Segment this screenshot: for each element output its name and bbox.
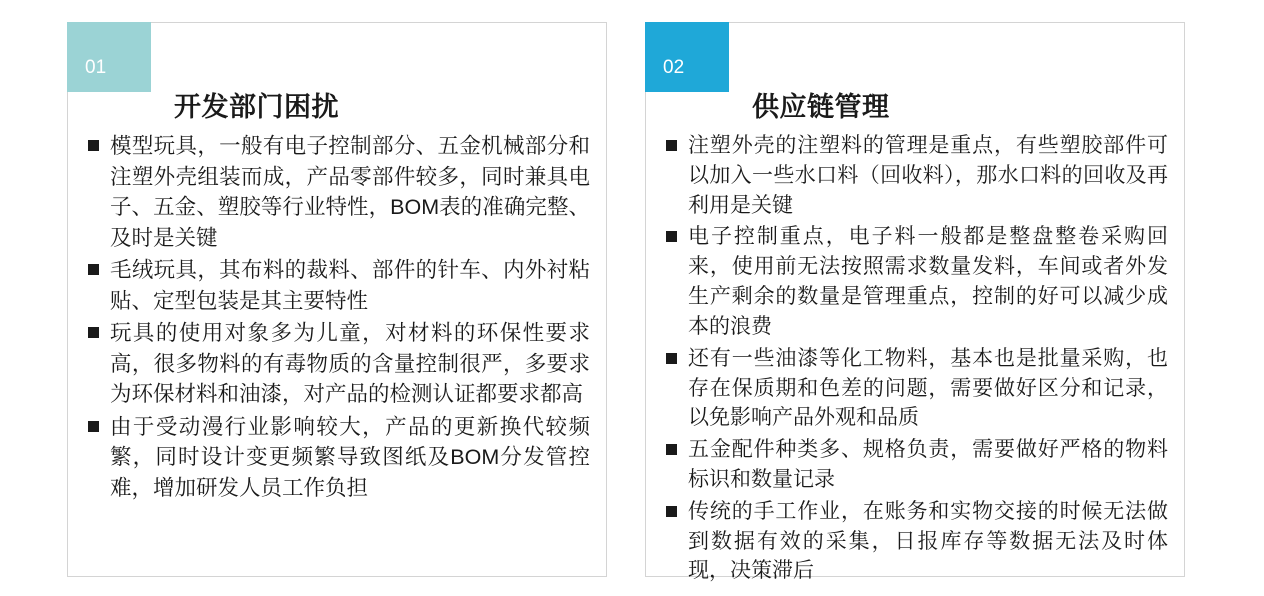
list-item [666,497,1168,586]
card-number-label: 01 [85,57,107,78]
list-item-text: 毛绒玩具，其布料的裁料、部件的针车、内外衬粘贴、定型包装是其主要特性 [110,258,590,313]
list-item [88,412,590,504]
card-number-badge [645,22,729,92]
square-bullet-icon [666,140,677,151]
list-item-text: 注塑外壳的注塑料的管理是重点，有些塑胶部件可以加入一些水口料（回收料），那水口料的回收及再利用是关键 [688,134,1168,217]
square-bullet-icon [666,444,677,455]
card-title: 开发部门困扰 [174,92,339,122]
list-item-text: 玩具的使用对象多为儿童，对材料的环保性要求高，很多物料的有毒物质的含量控制很严，多要求为环保材料和油漆，对产品的检测认证都要求都高 [110,321,590,407]
list-item-text: 模型玩具，一般有电子控制部分、五金机械部分和注塑外壳组装而成，产品零部件较多，同时兼具电子、五金、塑胶等行业特性，BOM表的准确完整、及时是关键 [110,134,590,250]
bullet-list [666,131,1168,588]
square-bullet-icon [666,506,677,517]
list-item [666,435,1168,495]
card-number-badge [67,22,151,92]
square-bullet-icon [666,353,677,364]
card-supply-chain-management [645,22,1185,583]
card-development-issues [67,22,607,577]
square-bullet-icon [88,327,99,338]
list-item [88,131,590,253]
square-bullet-icon [88,264,99,275]
list-item [666,344,1168,433]
list-item [88,318,590,410]
list-item-text: 传统的手工作业，在账务和实物交接的时候无法做到数据有效的采集，日报库存等数据无法及时体现，决策滞后 [688,499,1168,583]
list-item-text: 五金配件种类多、规格负责，需要做好严格的物料标识和数量记录 [688,438,1168,491]
list-item [666,222,1168,341]
square-bullet-icon [88,421,99,432]
card-number-label: 02 [663,57,685,78]
list-item [88,255,590,316]
card-title: 供应链管理 [752,92,890,122]
list-item-text: 还有一些油漆等化工物料，基本也是批量采购，也存在保质期和色差的问题，需要做好区分和记录，以免影响产品外观和品质 [688,346,1168,430]
bullet-list [88,131,590,505]
square-bullet-icon [88,140,99,151]
list-item-text: 电子控制重点，电子料一般都是整盘整卷采购回来，使用前无法按照需求数量发料，车间或者外发生产剩余的数量是管理重点，控制的好可以减少成本的浪费 [688,225,1168,338]
square-bullet-icon [666,231,677,242]
list-item-text: 由于受动漫行业影响较大，产品的更新换代较频繁，同时设计变更频繁导致图纸及BOM分发管控难，增加研发人员工作负担 [110,414,590,500]
list-item [666,131,1168,220]
